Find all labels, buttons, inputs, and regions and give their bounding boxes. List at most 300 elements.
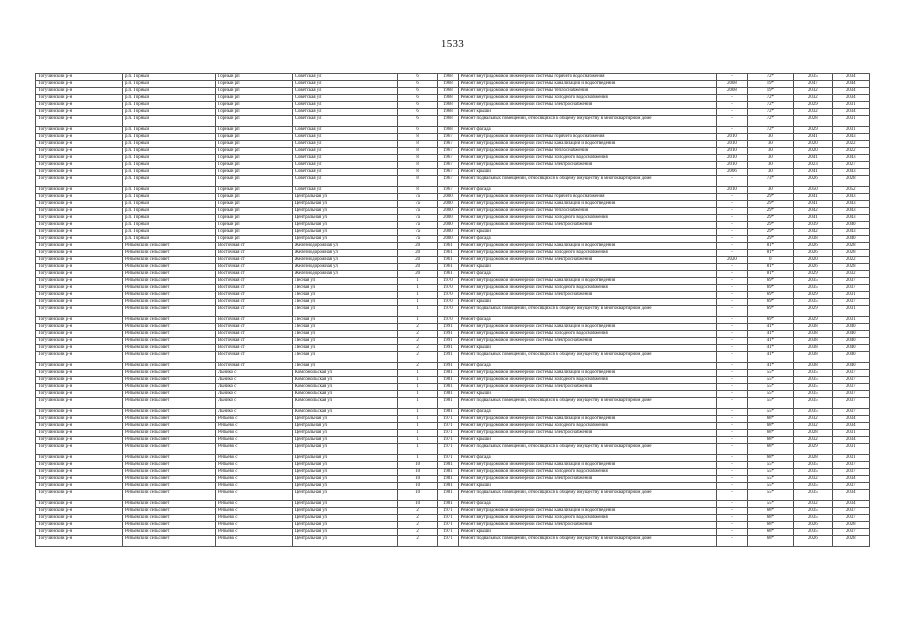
cell-district: Тогучинский р-н (36, 187, 123, 194)
cell-year-built: 1971 (438, 437, 458, 444)
cell-wear-percent: 41* (747, 352, 794, 363)
cell-plan-end-year: 2028 (832, 176, 869, 187)
cell-house-number: 8 (397, 141, 437, 148)
cell-street: Центральная ул (292, 416, 397, 423)
cell-street: Советская ул (292, 141, 397, 148)
cell-municipality: Репьевский сельсовет (122, 483, 215, 490)
cell-year-built: 1967 (438, 176, 458, 187)
cell-settlement: Репьево с (215, 462, 292, 469)
cell-year-built: 1970 (438, 317, 458, 324)
cell-work-type: Ремонт крыши (458, 483, 717, 490)
cell-district: Тогучинский р-н (36, 81, 123, 88)
cell-plan-end-year: 2034 (832, 490, 869, 501)
cell-plan-start-year: 2032 (794, 88, 832, 95)
cell-wear-percent: 68* (747, 508, 794, 515)
table-row (36, 250, 870, 257)
cell-plan-start-year: 2029 (794, 102, 832, 109)
cell-plan-start-year: 2035 (794, 370, 832, 377)
cell-settlement: Горный рп (215, 148, 292, 155)
cell-plan-end-year: 2034 (832, 423, 869, 430)
cell-municipality: Репьевский сельсовет (122, 398, 215, 409)
cell-last-repair-year: - (717, 95, 747, 102)
cell-settlement: Горный рп (215, 134, 292, 141)
cell-last-repair-year: - (717, 331, 747, 338)
cell-district: Тогучинский р-н (36, 444, 123, 455)
cell-year-built: 1971 (438, 416, 458, 423)
cell-year-built: 1961 (438, 271, 458, 278)
cell-wear-percent: 30 (747, 155, 794, 162)
cell-work-type: Ремонт подвальных помещений, относящихся к общему имуществу в многоквартирном доме (458, 398, 717, 409)
cell-district: Тогучинский р-н (36, 285, 123, 292)
cell-work-type: Ремонт внутридомовой инженерной системы холодного водоснабжения (458, 95, 717, 102)
cell-settlement: Горный рп (215, 187, 292, 194)
cell-street: Лесная ул (292, 338, 397, 345)
cell-street: Комсомольская ул (292, 409, 397, 416)
cell-municipality: р.п. Горный (122, 102, 215, 109)
cell-last-repair-year: - (717, 236, 747, 243)
cell-street: Лесная ул (292, 306, 397, 317)
cell-house-number: 8 (397, 148, 437, 155)
cell-last-repair-year: - (717, 306, 747, 317)
cell-last-repair-year: - (717, 423, 747, 430)
cell-district: Тогучинский р-н (36, 455, 123, 462)
cell-wear-percent: 29* (747, 194, 794, 201)
cell-last-repair-year: - (717, 444, 747, 455)
cell-work-type: Ремонт внутридомовой инженерной системы канализации и водоотведения (458, 324, 717, 331)
cell-plan-start-year: 2042 (794, 229, 832, 236)
cell-house-number: 8 (397, 155, 437, 162)
cell-wear-percent: 81* (747, 250, 794, 257)
cell-work-type: Ремонт внутридомовой инженерной системы горячего водоснабжения (458, 134, 717, 141)
cell-plan-end-year: 2040 (832, 338, 869, 345)
cell-district: Тогучинский р-н (36, 134, 123, 141)
cell-district: Тогучинский р-н (36, 201, 123, 208)
cell-settlement: Восточная ст (215, 299, 292, 306)
cell-plan-start-year: 2035 (794, 74, 832, 81)
cell-settlement: Восточная ст (215, 317, 292, 324)
cell-house-number: 20 (397, 243, 437, 250)
cell-work-type: Ремонт внутридомовой инженерной системы электроснабжения (458, 292, 717, 299)
cell-street: Лесная ул (292, 285, 397, 292)
table-row (36, 187, 870, 194)
cell-last-repair-year: - (717, 250, 747, 257)
cell-work-type: Ремонт внутридомовой инженерной системы холодного водоснабжения (458, 469, 717, 476)
table-row (36, 169, 870, 176)
cell-district: Тогучинский р-н (36, 469, 123, 476)
cell-year-built: 2000 (438, 229, 458, 236)
cell-plan-end-year: 2028 (832, 250, 869, 257)
table-row (36, 370, 870, 377)
cell-district: Тогучинский р-н (36, 437, 123, 444)
cell-plan-end-year: 2037 (832, 278, 869, 285)
cell-work-type: Ремонт фасада (458, 271, 717, 278)
cell-wear-percent: 29* (747, 236, 794, 243)
cell-settlement: Горный рп (215, 208, 292, 215)
cell-wear-percent: 68* (747, 455, 794, 462)
cell-plan-end-year: 2028 (832, 536, 869, 547)
cell-street: Комсомольская ул (292, 370, 397, 377)
cell-plan-start-year: 2035 (794, 469, 832, 476)
cell-year-built: 2000 (438, 194, 458, 201)
cell-house-number: 1 (397, 455, 437, 462)
cell-wear-percent: 69* (747, 299, 794, 306)
cell-settlement: Репьево с (215, 476, 292, 483)
table-row (36, 529, 870, 536)
cell-settlement: Горный рп (215, 74, 292, 81)
cell-plan-start-year: 2041 (794, 201, 832, 208)
cell-settlement: Горный рп (215, 176, 292, 187)
cell-street: Лесная ул (292, 278, 397, 285)
cell-house-number: 1 (397, 377, 437, 384)
cell-plan-start-year: 2032 (794, 476, 832, 483)
cell-district: Тогучинский р-н (36, 536, 123, 547)
cell-settlement: Репьево с (215, 515, 292, 522)
cell-work-type: Ремонт внутридомовой инженерной системы горячего водоснабжения (458, 194, 717, 201)
cell-work-type: Ремонт внутридомовой инженерной системы электроснабжения (458, 338, 717, 345)
cell-work-type: Ремонт фасада (458, 127, 717, 134)
cell-municipality: Репьевский сельсовет (122, 243, 215, 250)
cell-municipality: Репьевский сельсовет (122, 469, 215, 476)
cell-municipality: Репьевский сельсовет (122, 455, 215, 462)
cell-plan-end-year: 2043 (832, 169, 869, 176)
cell-plan-end-year: 2028 (832, 522, 869, 529)
cell-settlement: Льнико с (215, 391, 292, 398)
cell-last-repair-year: - (717, 229, 747, 236)
cell-district: Тогучинский р-н (36, 462, 123, 469)
cell-street: Центральная ул (292, 508, 397, 515)
cell-settlement: Репьево с (215, 444, 292, 455)
cell-last-repair-year: - (717, 409, 747, 416)
cell-year-built: 1968 (438, 102, 458, 109)
table-row (36, 134, 870, 141)
cell-municipality: Репьевский сельсовет (122, 363, 215, 370)
cell-settlement: Восточная ст (215, 250, 292, 257)
cell-wear-percent: 55* (747, 476, 794, 483)
cell-municipality: Репьевский сельсовет (122, 292, 215, 299)
cell-municipality: р.п. Горный (122, 116, 215, 127)
cell-street: Комсомольская ул (292, 391, 397, 398)
table-row (36, 243, 870, 250)
cell-settlement: Льнико с (215, 377, 292, 384)
cell-plan-start-year: 2035 (794, 384, 832, 391)
cell-municipality: Репьевский сельсовет (122, 423, 215, 430)
cell-district: Тогучинский р-н (36, 229, 123, 236)
cell-house-number: 10 (397, 483, 437, 490)
cell-house-number: 2 (397, 363, 437, 370)
cell-wear-percent: 29* (747, 222, 794, 229)
cell-settlement: Репьево с (215, 423, 292, 430)
cell-plan-start-year: 2035 (794, 377, 832, 384)
table-row (36, 236, 870, 243)
table-row (36, 398, 870, 409)
cell-year-built: 1971 (438, 444, 458, 455)
cell-municipality: р.п. Горный (122, 194, 215, 201)
cell-house-number: 1 (397, 444, 437, 455)
cell-house-number: 8 (397, 162, 437, 169)
cell-district: Тогучинский р-н (36, 74, 123, 81)
cell-wear-percent: 72* (747, 74, 794, 81)
cell-last-repair-year: 2010 (717, 162, 747, 169)
cell-street: Советская ул (292, 102, 397, 109)
cell-last-repair-year: - (717, 278, 747, 285)
cell-municipality: Репьевский сельсовет (122, 522, 215, 529)
cell-wear-percent: 55* (747, 462, 794, 469)
cell-year-built: 1991 (438, 363, 458, 370)
cell-settlement: Горный рп (215, 194, 292, 201)
cell-plan-start-year: 2028 (794, 455, 832, 462)
cell-street: Центральная ул (292, 423, 397, 430)
cell-work-type: Ремонт внутридомовой инженерной системы холодного водоснабжения (458, 215, 717, 222)
cell-year-built: 1981 (438, 469, 458, 476)
cell-year-built: 1968 (438, 116, 458, 127)
cell-plan-start-year: 2050 (794, 187, 832, 194)
cell-house-number: 1 (397, 317, 437, 324)
cell-last-repair-year: - (717, 208, 747, 215)
cell-year-built: 1970 (438, 285, 458, 292)
cell-district: Тогучинский р-н (36, 169, 123, 176)
cell-street: Центральная ул (292, 490, 397, 501)
cell-house-number: 7а (397, 236, 437, 243)
table-row (36, 409, 870, 416)
cell-last-repair-year: - (717, 116, 747, 127)
table-row (36, 162, 870, 169)
cell-last-repair-year: - (717, 194, 747, 201)
cell-plan-end-year: 2027 (832, 162, 869, 169)
cell-settlement: Репьево с (215, 522, 292, 529)
cell-municipality: р.п. Горный (122, 134, 215, 141)
cell-plan-start-year: 2035 (794, 299, 832, 306)
cell-district: Тогучинский р-н (36, 208, 123, 215)
cell-house-number: 20 (397, 271, 437, 278)
cell-district: Тогучинский р-н (36, 338, 123, 345)
cell-year-built: 1968 (438, 74, 458, 81)
cell-district: Тогучинский р-н (36, 324, 123, 331)
cell-plan-end-year: 2040 (832, 352, 869, 363)
cell-plan-start-year: 2029 (794, 292, 832, 299)
cell-house-number: 6 (397, 102, 437, 109)
cell-wear-percent: 81* (747, 271, 794, 278)
cell-municipality: р.п. Горный (122, 222, 215, 229)
cell-last-repair-year: - (717, 102, 747, 109)
cell-year-built: 1981 (438, 476, 458, 483)
cell-settlement: Репьево с (215, 483, 292, 490)
cell-plan-start-year: 2038 (794, 363, 832, 370)
cell-last-repair-year: - (717, 501, 747, 508)
cell-plan-end-year: 2031 (832, 102, 869, 109)
cell-district: Тогучинский р-н (36, 243, 123, 250)
cell-district: Тогучинский р-н (36, 222, 123, 229)
cell-year-built: 1967 (438, 169, 458, 176)
cell-plan-end-year: 2043 (832, 134, 869, 141)
cell-year-built: 1991 (438, 352, 458, 363)
cell-plan-start-year: 2041 (794, 215, 832, 222)
cell-settlement: Льнико с (215, 370, 292, 377)
cell-last-repair-year: 2020 (717, 257, 747, 264)
cell-plan-start-year: 2026 (794, 243, 832, 250)
cell-plan-end-year: 2031 (832, 444, 869, 455)
cell-house-number: 6 (397, 127, 437, 134)
cell-plan-start-year: 2038 (794, 331, 832, 338)
cell-plan-end-year: 2037 (832, 384, 869, 391)
cell-house-number: 1 (397, 370, 437, 377)
cell-wear-percent: 68* (747, 529, 794, 536)
cell-work-type: Ремонт крыши (458, 109, 717, 116)
cell-wear-percent: 55* (747, 483, 794, 490)
cell-street: Центральная ул (292, 455, 397, 462)
cell-house-number: 2 (397, 529, 437, 536)
cell-wear-percent: 29* (747, 215, 794, 222)
cell-district: Тогучинский р-н (36, 416, 123, 423)
cell-plan-start-year: 2020 (794, 148, 832, 155)
cell-plan-end-year: 2040 (832, 222, 869, 229)
cell-year-built: 1970 (438, 278, 458, 285)
cell-year-built: 1970 (438, 299, 458, 306)
table-row (36, 285, 870, 292)
cell-year-built: 1981 (438, 409, 458, 416)
cell-wear-percent: 68* (747, 536, 794, 547)
cell-plan-end-year: 2034 (832, 476, 869, 483)
cell-district: Тогучинский р-н (36, 257, 123, 264)
cell-last-repair-year: - (717, 285, 747, 292)
cell-municipality: Репьевский сельсовет (122, 324, 215, 331)
cell-municipality: р.п. Горный (122, 162, 215, 169)
cell-last-repair-year: - (717, 352, 747, 363)
cell-plan-end-year: 2037 (832, 299, 869, 306)
cell-plan-end-year: 2032 (832, 271, 869, 278)
cell-work-type: Ремонт подвальных помещений, относящихся к общему имуществу в многоквартирном доме (458, 116, 717, 127)
table-row (36, 377, 870, 384)
cell-plan-end-year: 2031 (832, 306, 869, 317)
cell-wear-percent: 73* (747, 176, 794, 187)
cell-last-repair-year: 2010 (717, 148, 747, 155)
cell-municipality: Репьевский сельсовет (122, 317, 215, 324)
cell-work-type: Ремонт внутридомовой инженерной системы электроснабжения (458, 430, 717, 437)
cell-wear-percent: 72* (747, 95, 794, 102)
cell-last-repair-year: - (717, 416, 747, 423)
cell-street: Центральная ул (292, 469, 397, 476)
cell-plan-end-year: 2037 (832, 469, 869, 476)
cell-last-repair-year: 2006 (717, 169, 747, 176)
cell-wear-percent: 29* (747, 201, 794, 208)
cell-house-number: 2 (397, 515, 437, 522)
cell-street: Советская ул (292, 127, 397, 134)
cell-plan-end-year: 2037 (832, 398, 869, 409)
cell-year-built: 1971 (438, 522, 458, 529)
cell-last-repair-year: - (717, 215, 747, 222)
table-row (36, 437, 870, 444)
table-row (36, 201, 870, 208)
cell-wear-percent: 55* (747, 469, 794, 476)
cell-municipality: Репьевский сельсовет (122, 345, 215, 352)
table-row (36, 148, 870, 155)
cell-wear-percent: 41* (747, 363, 794, 370)
cell-settlement: Восточная ст (215, 278, 292, 285)
cell-wear-percent: 29* (747, 208, 794, 215)
cell-plan-start-year: 2041 (794, 155, 832, 162)
cell-wear-percent: 68* (747, 515, 794, 522)
cell-year-built: 1971 (438, 515, 458, 522)
cell-wear-percent: 69* (747, 278, 794, 285)
cell-year-built: 1991 (438, 345, 458, 352)
cell-settlement: Восточная ст (215, 345, 292, 352)
cell-district: Тогучинский р-н (36, 176, 123, 187)
cell-district: Тогучинский р-н (36, 292, 123, 299)
cell-plan-start-year: 2026 (794, 522, 832, 529)
cell-year-built: 1971 (438, 430, 458, 437)
cell-year-built: 1967 (438, 187, 458, 194)
cell-street: Центральная ул (292, 201, 397, 208)
cell-last-repair-year: 2008 (717, 88, 747, 95)
cell-municipality: р.п. Горный (122, 148, 215, 155)
cell-house-number: 6 (397, 109, 437, 116)
cell-work-type: Ремонт внутридомовой инженерной системы канализации и водоотведения (458, 462, 717, 469)
cell-plan-start-year: 2035 (794, 462, 832, 469)
cell-street: Центральная ул (292, 462, 397, 469)
cell-municipality: р.п. Горный (122, 95, 215, 102)
cell-plan-start-year: 2035 (794, 483, 832, 490)
cell-last-repair-year: - (717, 299, 747, 306)
cell-wear-percent: 68* (747, 437, 794, 444)
cell-municipality: Репьевский сельсовет (122, 508, 215, 515)
cell-house-number: 1 (397, 416, 437, 423)
cell-settlement: Репьево с (215, 469, 292, 476)
cell-house-number: 7а (397, 229, 437, 236)
cell-last-repair-year: - (717, 490, 747, 501)
cell-wear-percent: 55* (747, 377, 794, 384)
table-row (36, 338, 870, 345)
cell-house-number: 8 (397, 187, 437, 194)
cell-work-type: Ремонт подвальных помещений, относящихся к общему имуществу в многоквартирном доме (458, 444, 717, 455)
cell-plan-start-year: 2035 (794, 285, 832, 292)
cell-last-repair-year: - (717, 176, 747, 187)
cell-year-built: 1991 (438, 338, 458, 345)
cell-plan-end-year: 2037 (832, 391, 869, 398)
cell-plan-end-year: 2034 (832, 437, 869, 444)
cell-work-type: Ремонт внутридомовой инженерной системы электроснабжения (458, 476, 717, 483)
cell-wear-percent: 41* (747, 338, 794, 345)
cell-municipality: Репьевский сельсовет (122, 278, 215, 285)
cell-street: Лесная ул (292, 331, 397, 338)
cell-plan-end-year: 2040 (832, 345, 869, 352)
cell-house-number: 20 (397, 257, 437, 264)
table-row (36, 501, 870, 508)
cell-house-number: 7а (397, 215, 437, 222)
cell-house-number: 7а (397, 194, 437, 201)
cell-settlement: Восточная ст (215, 285, 292, 292)
cell-street: Центральная ул (292, 529, 397, 536)
cell-house-number: 2 (397, 338, 437, 345)
cell-municipality: р.п. Горный (122, 187, 215, 194)
cell-street: Советская ул (292, 109, 397, 116)
cell-plan-start-year: 2032 (794, 501, 832, 508)
cell-settlement: Репьево с (215, 430, 292, 437)
table-row (36, 317, 870, 324)
cell-street: Центральная ул (292, 476, 397, 483)
table-row (36, 141, 870, 148)
cell-plan-end-year: 2028 (832, 243, 869, 250)
cell-settlement: Репьево с (215, 490, 292, 501)
cell-plan-end-year: 2034 (832, 88, 869, 95)
cell-year-built: 1981 (438, 483, 458, 490)
cell-house-number: 1 (397, 299, 437, 306)
cell-plan-start-year: 2020 (794, 141, 832, 148)
cell-year-built: 1981 (438, 377, 458, 384)
cell-municipality: Репьевский сельсовет (122, 444, 215, 455)
cell-year-built: 1967 (438, 162, 458, 169)
cell-plan-start-year: 2026 (794, 176, 832, 187)
cell-work-type: Ремонт внутридомовой инженерной системы теплоснабжения (458, 148, 717, 155)
cell-last-repair-year: - (717, 384, 747, 391)
